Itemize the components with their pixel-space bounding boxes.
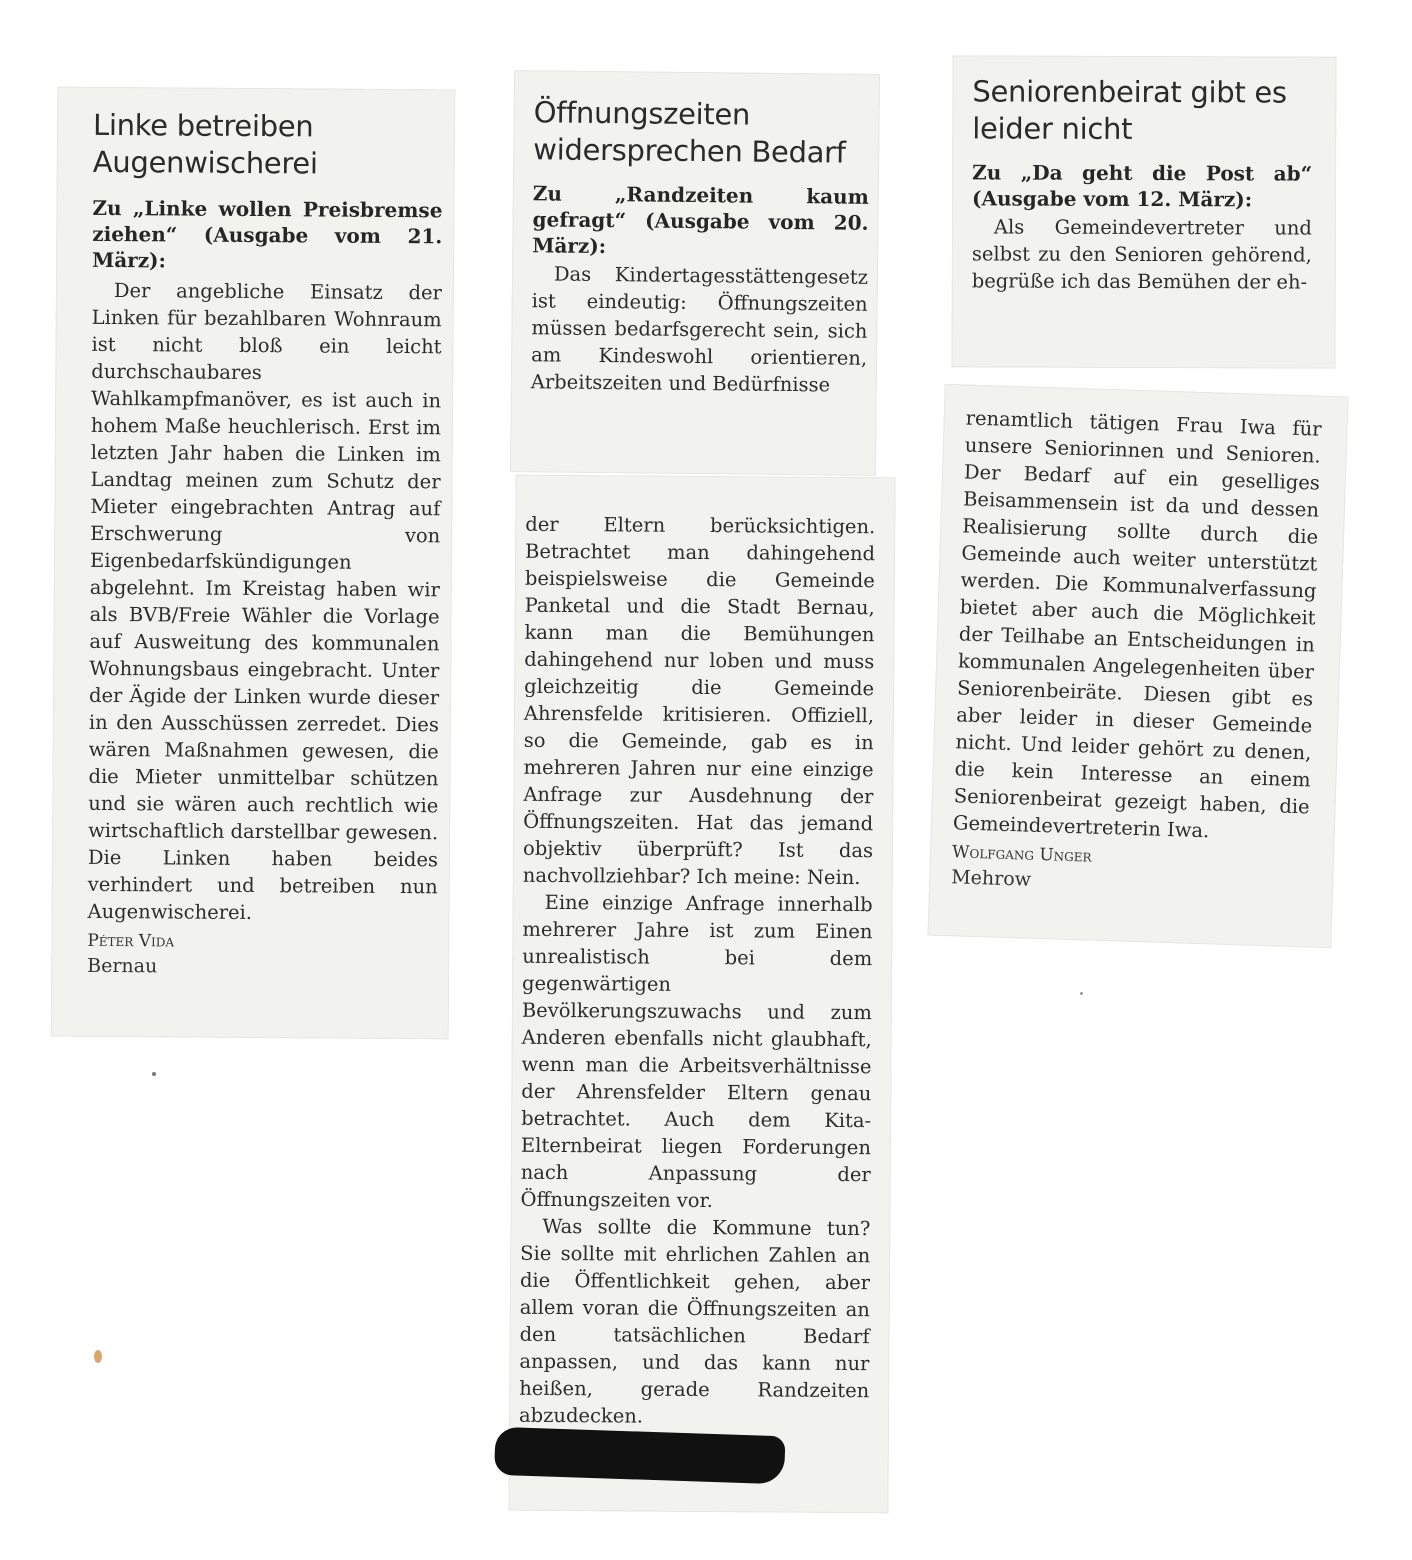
letter-3-headline: Seniorenbeirat gibt es leider nicht	[972, 74, 1287, 146]
letter-2-headline: Öffnungszeiten widersprechen Bedarf	[533, 95, 846, 170]
letter-1-reference: Zu „Linke wollen Preisbremse ziehen“ (Ausgabe vom 21. März):	[92, 195, 443, 273]
letter-2-body	[519, 511, 875, 1431]
letter-3-body	[953, 404, 1322, 847]
letter-2-paragraph-1: der Eltern berücksichtigen. Betrachtet man dahingehend beispielsweise die Gemeinde Panketal und die Stadt Bernau, kann man die Bemühungen dahingehend nur loben und muss gleichzeitig die Gemeinde Ahrensfelde kritisieren. Offiziell, so die Gemeinde, gab es in mehreren Jahren nur eine einzige Anfrage zur Ausdehnung der Öffnungszeiten. Hat das jemand objektiv überprüft? Ist das nachvollziehbar? Ich meine: Nein.	[522, 512, 876, 890]
letter-2-paragraph-2: Eine einzige Anfrage innerhalb mehrerer Jahre ist zum Einen unrealistisch bei dem gegenwärtigen Bevölkerungszuwachs und zum Anderen ebenfalls nicht glaubhaft, wenn man die Arbeitsverhältnisse der Ahrensfelder Eltern genau betrachtet. Auch dem Kita-Elternbeirat liegen Forderungen nach Anpassung der Öffnungszeiten vor.	[520, 890, 873, 1213]
letter-1-place: Bernau	[87, 954, 158, 978]
letter-3-place: Mehrow	[950, 866, 1032, 891]
letter-clipping-3-top	[951, 55, 1336, 368]
letter-1-body	[87, 277, 442, 927]
letter-1-headline: Linke betreiben Augenwischerei	[92, 107, 318, 181]
letter-1-author: Péter Vida	[87, 930, 175, 952]
scan-speck	[1080, 992, 1083, 995]
letter-2-intro-text: Das Kindertagesstättengesetz ist eindeutig: Öffnungszeiten müssen bedarfsgerecht sein, sich am Kindeswohl orientieren, Arbeitszeiten und Bedürfnisse	[530, 262, 869, 397]
letter-1-paragraph: Der angebliche Einsatz der Linken für bezahlbaren Wohnraum ist nicht bloß ein leicht durchschaubares Wahlkampfmanöver, es ist auch in hohem Maße heuchlerisch. Erst im letzten Jahr haben die Linken im Landtag meinen zum Schutz der Mieter eingebrachten Antrag auf Erschwerung von Eigenbedarfskündigungen abgelehnt. Im Kreistag haben wir als BVB/Freie Wähler die Vorlage auf Ausweitung des kommunalen Wohnungsbaus eingebracht. Unter der Ägide der Linken wurde dieser in den Ausschüssen zerredet. Dies wären Maßnahmen gewesen, die die Mieter unmittelbar schützen und sie wären auch rechtlich wie wirtschaftlich darstellbar gewesen. Die Linken haben beides verhindert und betreiben nun Augenwischerei.	[87, 279, 442, 925]
letter-clipping-2-top	[510, 70, 880, 476]
letter-2-reference: Zu „Randzeiten kaum gefragt“ (Ausgabe vom 20. März):	[532, 181, 869, 259]
letter-2-intro	[531, 260, 868, 399]
letter-3-paragraph-1: renamtlich tätigen Frau Iwa für unsere Seniorinnen und Senioren. Der Bedarf auf ein geselliges Beisammensein ist da und dessen Realisierung sollte durch die Gemeinde auch weiter unterstützt werden. Die Kommunalverfassung bietet aber auch die Möglichkeit der Teilhabe an Entscheidungen in kommunalen Angelegenheiten über Seniorenbeiräte. Diesen gibt es aber leider in dieser Gemeinde nicht. Und leider gehört zu denen, die kein Interesse an einem Seniorenbeirat gezeigt haben, die Gemeindevertreterin Iwa.	[952, 406, 1322, 843]
letter-2-paragraph-3: Was sollte die Kommune tun? Sie sollte mit ehrlichen Zahlen an die Öffentlichkeit gehen, aber allem voran die Öffnungszeiten an den tatsächlichen Bedarf anpassen, und das kann nur heißen, gerade Randzeiten abzudecken.	[518, 1214, 871, 1428]
letter-clipping-2-continued	[508, 475, 895, 1514]
scan-speck	[152, 1072, 156, 1076]
letter-3-intro-text: Als Gemeindevertreter und selbst zu den Senioren gehörend, begrüße ich das Bemühen der eh-	[971, 215, 1312, 294]
letter-3-author: Wolfgang Unger	[951, 842, 1092, 867]
letter-clipping-1	[51, 87, 456, 1040]
letter-3-reference: Zu „Da geht die Post ab“ (Ausgabe vom 12. März):	[972, 160, 1313, 212]
letter-3-intro	[972, 213, 1312, 295]
redaction-mark	[494, 1427, 785, 1485]
letter-clipping-3-continued	[927, 384, 1348, 948]
scan-speck	[94, 1350, 102, 1363]
